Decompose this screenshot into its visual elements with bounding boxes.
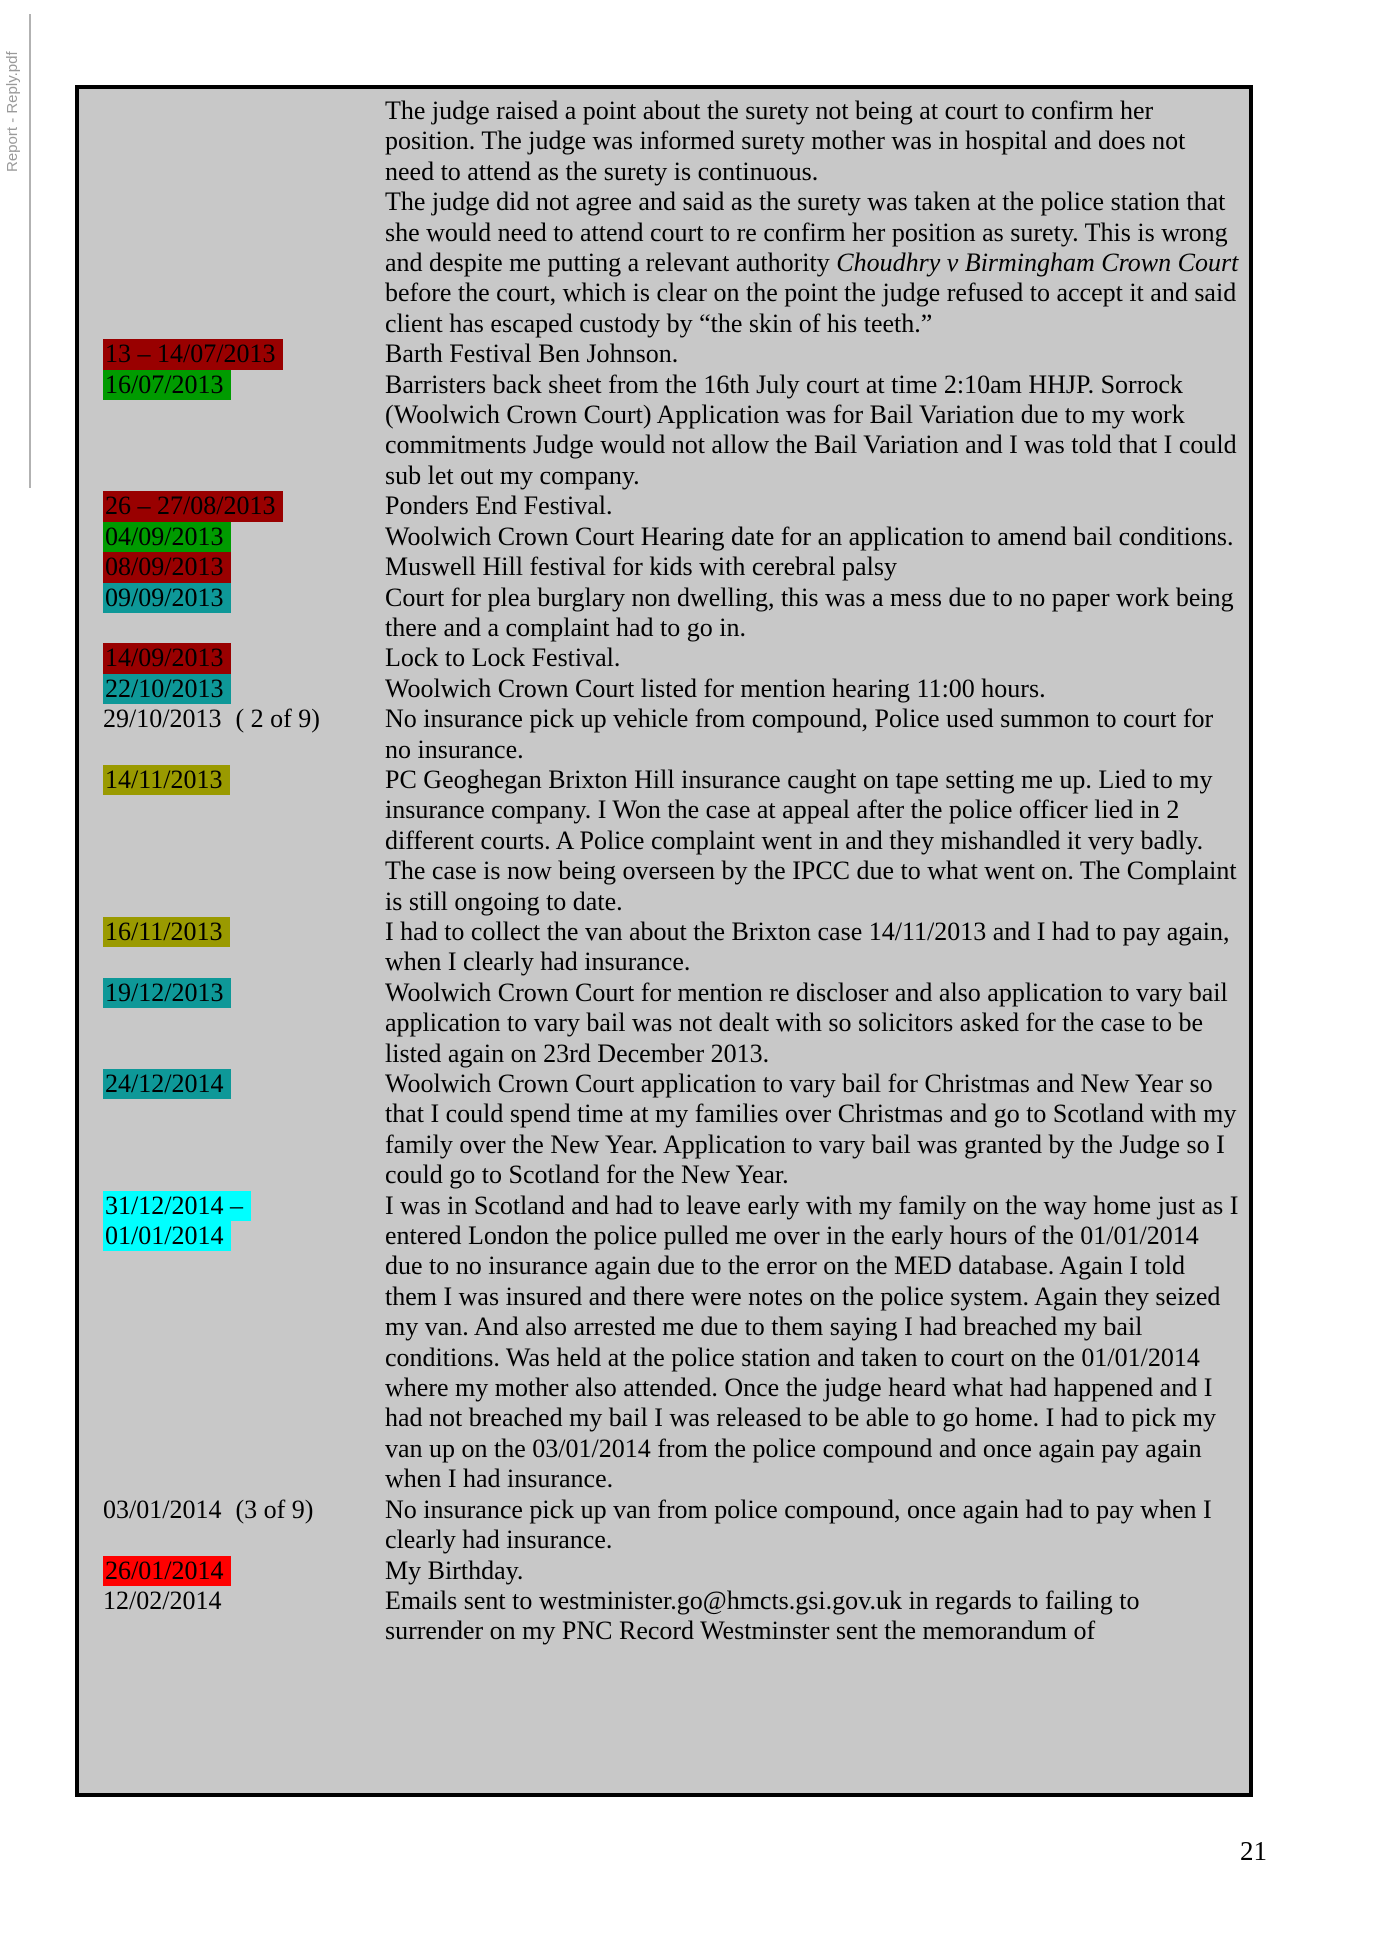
description-cell <box>385 1495 1239 1556</box>
date-highlight: 19/12/2013 <box>103 978 231 1008</box>
description-cell <box>385 522 1239 552</box>
description-paragraph: Lock to Lock Festival. <box>385 643 621 673</box>
timeline-table <box>75 85 1253 1797</box>
date-highlight: 31/12/2014 – <box>103 1191 251 1221</box>
date-cell <box>103 1556 385 1586</box>
date-highlight: 13 – 14/07/2013 <box>103 339 283 369</box>
description-paragraph: Woolwich Crown Court application to vary bail for Christmas and New Year so that I could spend time at my families over Christmas and go to Scotland with my family over the New Year. Application to vary bail was granted by the Judge so I could go to Scotland for the New Year. <box>385 1069 1237 1190</box>
description-paragraph: Barth Festival Ben Johnson. <box>385 339 679 369</box>
table-row <box>103 491 1239 521</box>
description-cell <box>385 917 1239 978</box>
description-paragraph: PC Geoghegan Brixton Hill insurance caught on tape setting me up. Lied to my insurance company. I Won the case at appeal after the police officer lied in 2 different courts. A Police complaint went in and they mishandled it very badly. The case is now being overseen by the IPCC due to what went on. The Complaint is still ongoing to date. <box>385 764 1237 916</box>
vertical-divider <box>29 14 31 488</box>
date-cell <box>103 339 385 369</box>
description-paragraph: No insurance pick up vehicle from compound, Police used summon to court for no insurance. <box>385 704 1214 764</box>
description-cell <box>385 583 1239 644</box>
description-paragraph: Muswell Hill festival for kids with cerebral palsy <box>385 552 897 582</box>
description-cell <box>385 96 1239 339</box>
date-text: 12/02/2014 <box>103 1585 222 1615</box>
table-row <box>103 552 1239 582</box>
table-row <box>103 1191 1239 1495</box>
description-paragraph: No insurance pick up van from police compound, once again had to pay when I clearly had insurance. <box>385 1494 1212 1555</box>
date-highlight: 01/01/2014 <box>103 1221 231 1251</box>
description-cell <box>385 370 1239 492</box>
date-highlight: 26 – 27/08/2013 <box>103 491 283 521</box>
description-cell <box>385 1556 1239 1586</box>
description-paragraph: Ponders End Festival. <box>385 491 613 521</box>
description-paragraph: Woolwich Crown Court Hearing date for an application to amend bail conditions. <box>385 521 1234 551</box>
table-row <box>103 1556 1239 1586</box>
table-row <box>103 96 1239 339</box>
table-row <box>103 370 1239 492</box>
date-highlight: 09/09/2013 <box>103 583 231 613</box>
description-paragraph: The judge raised a point about the surety not being at court to confirm her position. The judge was informed surety mother was in hospital and does not need to attend as the surety is continuous. <box>385 96 1186 186</box>
date-note: ( 2 of 9) <box>235 704 320 734</box>
date-cell <box>103 1495 385 1525</box>
table-row <box>103 643 1239 673</box>
date-highlight: 26/01/2014 <box>103 1556 231 1586</box>
date-highlight: 16/07/2013 <box>103 370 231 400</box>
date-cell <box>103 704 385 734</box>
date-cell <box>103 1069 385 1099</box>
table-row <box>103 765 1239 917</box>
date-note: (3 of 9) <box>235 1494 314 1524</box>
description-paragraph: I had to collect the van about the Brixton case 14/11/2013 and I had to pay again, when I clearly had insurance. <box>385 916 1230 977</box>
date-cell <box>103 1586 385 1616</box>
page-number: 21 <box>1240 1836 1267 1866</box>
date-cell <box>103 583 385 613</box>
description-cell <box>385 491 1239 521</box>
table-row <box>103 704 1239 765</box>
date-cell <box>103 643 385 673</box>
description-paragraph: My Birthday. <box>385 1555 524 1585</box>
table-row <box>103 522 1239 552</box>
description-cell <box>385 1069 1239 1191</box>
date-cell <box>103 522 385 552</box>
date-cell <box>103 491 385 521</box>
description-cell <box>385 704 1239 765</box>
date-cell <box>103 552 385 582</box>
description-cell <box>385 643 1239 673</box>
description-cell <box>385 339 1239 369</box>
table-row <box>103 917 1239 978</box>
description-paragraph: Emails sent to westminister.go@hmcts.gsi.gov.uk in regards to failing to surrender on my PNC Record Westminster sent the memorandum of <box>385 1585 1140 1646</box>
table-row <box>103 1495 1239 1556</box>
pdf-filename-label: Report - Reply.pdf <box>4 51 21 172</box>
table-row <box>103 339 1239 369</box>
date-highlight: 14/09/2013 <box>103 643 231 673</box>
date-cell <box>103 1191 385 1252</box>
date-highlight: 14/11/2013 <box>103 765 230 795</box>
date-cell <box>103 978 385 1008</box>
date-cell <box>103 765 385 795</box>
table-row <box>103 978 1239 1069</box>
description-cell <box>385 765 1239 917</box>
table-row <box>103 1069 1239 1191</box>
description-paragraph: I was in Scotland and had to leave early with my family on the way home just as I entered London the police pulled me over in the early hours of the 01/01/2014 due to no insurance again due to the error on the MED database. Again I told them I was insured and there were notes on the police system. Again they seized my van. And also arrested me due to them saying I had breached my bail conditions. Was held at the police station and taken to court on the 01/01/2014 where my mother also attended. Once the judge heard what had happened and I had not breached my bail I was released to be able to go home. I had to pick my van up on the 03/01/2014 from the police compound and once again pay again when I had insurance. <box>385 1190 1239 1494</box>
date-highlight: 22/10/2013 <box>103 674 231 704</box>
table-row <box>103 674 1239 704</box>
description-paragraph: The judge did not agree and said as the surety was taken at the police station that she would need to attend court to re confirm her position as surety. This is wrong and despite me putting a relevant authority Choudhry v Birmingham Crown Court before the court, which is clear on the point the judge refused to accept it and said client has escaped custody by “the skin of his teeth.” <box>385 187 1239 338</box>
date-highlight: 24/12/2014 <box>103 1069 231 1099</box>
table-row <box>103 583 1239 644</box>
description-cell <box>385 674 1239 704</box>
description-paragraph: Barristers back sheet from the 16th July court at time 2:10am HHJP. Sorrock (Woolwich Crown Court) Application was for Bail Variation due to my work commitments Judge would not allow the Bail Variation and I was told that I could sub let out my company. <box>385 369 1237 490</box>
date-highlight: 08/09/2013 <box>103 552 231 582</box>
description-cell <box>385 552 1239 582</box>
date-highlight: 04/09/2013 <box>103 522 231 552</box>
date-text: 03/01/2014 <box>103 1494 222 1524</box>
date-highlight: 16/11/2013 <box>103 917 230 947</box>
date-cell <box>103 674 385 704</box>
description-cell <box>385 1191 1239 1495</box>
date-cell <box>103 370 385 400</box>
table-row <box>103 1586 1239 1647</box>
description-cell <box>385 978 1239 1069</box>
description-paragraph: Court for plea burglary non dwelling, this was a mess due to no paper work being there and a complaint had to go in. <box>385 582 1234 642</box>
description-cell <box>385 1586 1239 1647</box>
description-paragraph: Woolwich Crown Court listed for mention hearing 11:00 hours. <box>385 673 1046 703</box>
description-paragraph: Woolwich Crown Court for mention re discloser and also application to vary bail application to vary bail was not dealt with so solicitors asked for the case to be listed again on 23rd December 2013. <box>385 977 1228 1068</box>
date-cell <box>103 917 385 947</box>
date-text: 29/10/2013 <box>103 704 222 734</box>
